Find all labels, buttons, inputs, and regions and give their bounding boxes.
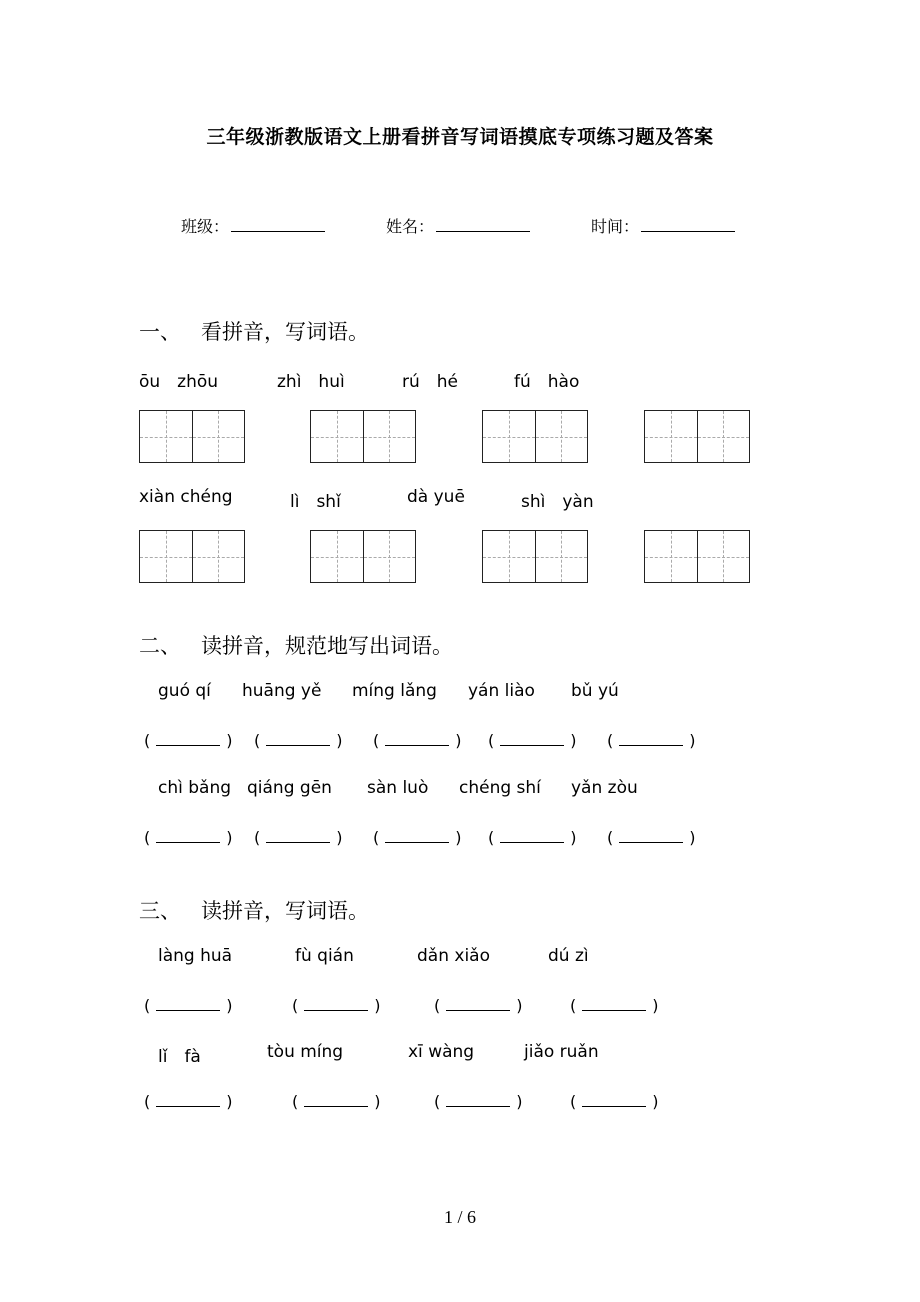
writing-grid[interactable] bbox=[482, 530, 588, 583]
pinyin: míng lǎng bbox=[352, 681, 437, 701]
answer-blank[interactable]: ( ) bbox=[607, 828, 696, 847]
answer-blank[interactable]: ( ) bbox=[570, 1092, 659, 1111]
pinyin: chì bǎng bbox=[158, 778, 232, 798]
pinyin: fú hào bbox=[514, 372, 580, 392]
pinyin: dà yuē bbox=[407, 487, 465, 507]
answer-blank[interactable]: ( ) bbox=[254, 828, 343, 847]
writing-grid[interactable] bbox=[139, 410, 245, 463]
writing-grid[interactable] bbox=[482, 410, 588, 463]
class-blank[interactable] bbox=[231, 217, 325, 232]
page-title: 三年级浙教版语文上册看拼音写词语摸底专项练习题及答案 bbox=[206, 126, 714, 148]
pinyin: qiáng gēn bbox=[247, 778, 332, 798]
section-text: 读拼音，写词语。 bbox=[201, 899, 369, 923]
section-1-heading bbox=[139, 316, 369, 346]
pinyin: sàn luò bbox=[367, 778, 429, 798]
time-field[interactable] bbox=[591, 214, 735, 237]
pinyin: tòu míng bbox=[267, 1042, 344, 1062]
pinyin: yǎn zòu bbox=[571, 778, 638, 798]
pinyin: dǎn xiǎo bbox=[417, 946, 490, 966]
name-label: 姓名： bbox=[386, 217, 435, 236]
answer-blank[interactable]: ( ) bbox=[373, 828, 462, 847]
answer-blank[interactable]: ( ) bbox=[292, 1092, 381, 1111]
name-blank[interactable] bbox=[436, 217, 530, 232]
answer-blank[interactable]: ( ) bbox=[488, 731, 577, 750]
pinyin: làng huā bbox=[158, 946, 233, 966]
writing-grid[interactable] bbox=[139, 530, 245, 583]
writing-grid[interactable] bbox=[644, 410, 750, 463]
answer-blank[interactable]: ( ) bbox=[144, 828, 233, 847]
pinyin: lǐ fà bbox=[158, 1047, 201, 1067]
section-text: 读拼音，规范地写出词语。 bbox=[201, 634, 453, 658]
section-2-heading bbox=[139, 630, 453, 660]
section-number: 一、 bbox=[139, 320, 181, 344]
pinyin: huāng yě bbox=[242, 681, 322, 701]
section-text: 看拼音，写词语。 bbox=[201, 320, 369, 344]
pinyin: shì yàn bbox=[521, 492, 594, 512]
pinyin: yán liào bbox=[468, 681, 535, 701]
pinyin: xiàn chéng bbox=[139, 487, 233, 507]
pinyin: lì shǐ bbox=[290, 492, 341, 512]
section-number: 二、 bbox=[139, 634, 181, 658]
pinyin: guó qí bbox=[158, 681, 211, 701]
pinyin: chéng shí bbox=[459, 778, 541, 798]
answer-blank[interactable]: ( ) bbox=[434, 1092, 523, 1111]
pinyin: dú zì bbox=[548, 946, 589, 966]
writing-grid[interactable] bbox=[644, 530, 750, 583]
section-number: 三、 bbox=[139, 899, 181, 923]
pinyin: fù qián bbox=[295, 946, 354, 966]
time-blank[interactable] bbox=[641, 217, 735, 232]
page-number: 1 / 6 bbox=[443, 1207, 476, 1227]
pinyin: ōu zhōu bbox=[139, 372, 219, 392]
pinyin: zhì huì bbox=[277, 372, 345, 392]
pinyin: jiǎo ruǎn bbox=[524, 1042, 599, 1062]
answer-blank[interactable]: ( ) bbox=[488, 828, 577, 847]
class-label: 班级： bbox=[181, 217, 230, 236]
class-field[interactable] bbox=[181, 214, 325, 237]
answer-blank[interactable]: ( ) bbox=[607, 731, 696, 750]
answer-blank[interactable]: ( ) bbox=[434, 996, 523, 1015]
answer-blank[interactable]: ( ) bbox=[570, 996, 659, 1015]
name-field[interactable] bbox=[386, 214, 530, 237]
pinyin: rú hé bbox=[402, 372, 458, 392]
answer-blank[interactable]: ( ) bbox=[144, 1092, 233, 1111]
answer-blank[interactable]: ( ) bbox=[292, 996, 381, 1015]
answer-blank[interactable]: ( ) bbox=[373, 731, 462, 750]
section-3-heading bbox=[139, 895, 369, 925]
answer-blank[interactable]: ( ) bbox=[144, 731, 233, 750]
answer-blank[interactable]: ( ) bbox=[254, 731, 343, 750]
answer-blank[interactable]: ( ) bbox=[144, 996, 233, 1015]
time-label: 时间： bbox=[591, 217, 640, 236]
pinyin: bǔ yú bbox=[571, 681, 619, 701]
pinyin: xī wàng bbox=[408, 1042, 475, 1062]
writing-grid[interactable] bbox=[310, 410, 416, 463]
writing-grid[interactable] bbox=[310, 530, 416, 583]
